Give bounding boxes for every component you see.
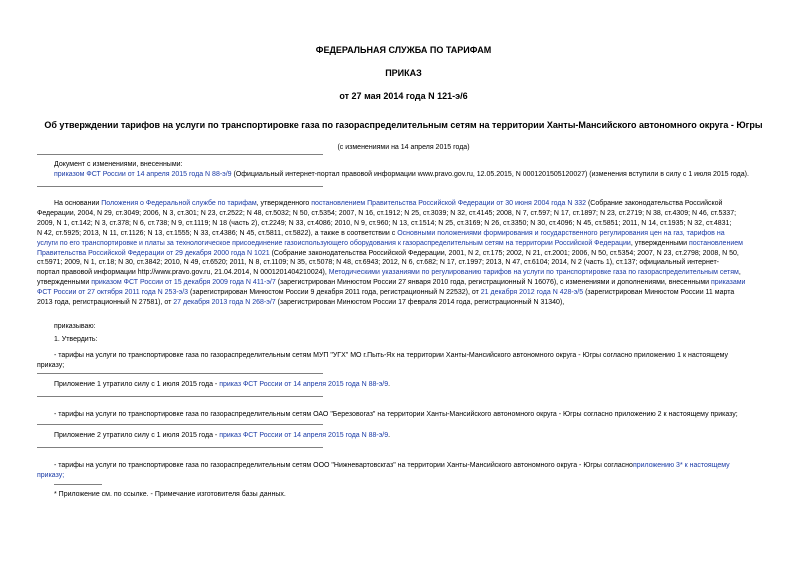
text: (зарегистрирован Минюстом России 27 января 2010 года, регистрационный N 16076), с изменениями и дополнениями, внесенными [275,279,712,287]
divider [37,424,323,425]
document-date: от 27 мая 2014 года N 121-э/6 [339,91,468,101]
text: утвержденными [37,279,92,287]
resolution-link[interactable]: постановлением Правительства Российской Федерации от 30 июня 2004 года N 332 [311,200,586,207]
text: На основании [54,200,102,207]
basic-provisions-link-cont[interactable]: услуги по его транспортировке и платы за технологическое присоединение газоиспользующего оборудования к газораспределительным сетям на территории Российской Федерации [37,239,631,247]
text: , [738,269,741,277]
basis-line [37,249,797,259]
text: (зарегистрирован Минюстом России 11 марта [583,289,735,297]
orders-link[interactable]: приказами [711,279,746,287]
divider [37,447,323,448]
changes-text: (Официальный интернет-портал правовой информации www.pravo.gov.ru, 12.05.2015, N 0001201505120027) (изменения вступили в силу с 1 июля 2015 года). [231,171,749,178]
methodical-guidelines-link[interactable]: Методическими указаниями по регулированию тарифов на услуги по транспортировке газа по газораспределительным сетям [328,269,739,277]
basis-line [37,288,797,298]
tariff-item-1 [37,351,797,371]
appendix-3-link-cont[interactable]: приказу; [37,471,65,479]
text: Приложение 1 утратило силу с 1 июля 2015 года - [54,381,220,388]
basis-line [37,199,797,209]
basis-line [37,268,797,278]
text: , утвержденного [256,200,312,207]
basis-paragraph [37,199,797,308]
regulation-link[interactable]: Положения о Федеральной службе по тарифам [101,200,257,207]
order-268-link[interactable]: 27 декабря 2013 года N 268-э/7 [173,299,276,307]
divider [37,154,323,155]
tariff-item-3-line-end [37,471,797,481]
tariff-item-3-line [37,461,797,471]
text: (зарегистрирован Минюстом России 9 декабря 2011 года, регистрационный N 22532), от [188,289,481,297]
text: портал правовой информации http://www.pravo.gov.ru, 21.04.2014, N 0001201404210024), [37,269,329,277]
tariff-item-2: - тарифы на услуги по транспортировке газа по газораспределительным сетям ОАО "Березовогаз" на территории Ханты-Мансийского автономного округа - Югры согласно приложению 2 к настоящему приказу; [54,411,738,418]
text: - тарифы на услуги по транспортировке газа по газораспределительным сетям ООО "Нижневартовскгаз" на территории Ханты-Мансийского автономного округа - Югры согласно [54,462,633,469]
text: (Собрание законодательства Российской Федерации, 2001, N 2, ст.175; 2002, N 21, ст.2001; 2006, N 50, ст.5354; 2007, N 23, ст.2798; 2008, N 50, [269,249,739,257]
divider [37,396,323,397]
changes-line [54,170,749,180]
tariff-item-3 [37,461,797,481]
footnote: * Приложение см. по ссылке. - Примечание изготовителя базы данных. [54,491,286,498]
tariff-item-1-text-end: приказу; [37,361,65,369]
document-type: ПРИКАЗ [385,68,422,78]
basis-line: ст.5971; 2009, N 1, ст.18; N 30, ст.3842; 2010, N 49, ст.6520; 2011, N 8, ст.1109; N 35, ст.5078; N 48, ст.6943; 2012, N 6, ст.682; N 17, ст.1997; 2013, N 47, ст.6104; 2014, N 2 (часть 1), ст.137; официальный интернет- [37,259,720,267]
text: . [388,381,391,388]
order-253-link[interactable]: ФСТ России от 27 октября 2011 года N 253-э/3 [37,289,189,297]
resolution-1021-link[interactable]: постановлением [688,239,743,247]
amended-note: (с изменениями на 14 апреля 2015 года) [337,144,470,151]
appendix-1-note [54,380,390,390]
order-411-link[interactable]: приказом ФСТ России от 15 декабря 2009 года N 411-э/7 [91,279,276,287]
text: , утвержденными [630,239,689,247]
divider [37,373,323,374]
text: 2013 года, регистрационный N 27581), от [37,299,174,307]
basis-line: 2009, N 1, ст.142; N 3, ст.378; N 6, ст.738; N 9, ст.1119; N 18 (часть 2), ст.2249; N 33, ст.4086; 2010, N 9, ст.960; N 13, ст.1514; N 25, ст.3169; N 26, ст.3350; N 30, ст.4096; N 45, ст.5851; 2011, N 14, ст.1935; N 32, ст.4831; [37,219,732,227]
basic-provisions-link[interactable]: Основными положениями формирования и государственного регулирования цен на газ, тарифов на [397,229,725,237]
changes-label: Документ с изменениями, внесенными: [54,161,183,168]
text: (зарегистрирован Минюстом России 17 февраля 2014 года, регистрационный N 31340), [275,299,565,307]
document-title: Об утверждении тарифов на услуги по транспортировке газа по газораспределительным сетям на территории Ханты-Мансийского автономного округа - Югры [44,120,763,130]
footnote-divider [54,484,102,485]
order-88-link[interactable]: приказ ФСТ России от 14 апреля 2015 года N 88-э/9 [219,381,389,388]
agency-name: ФЕДЕРАЛЬНАЯ СЛУЖБА ПО ТАРИФАМ [315,45,492,55]
text: . [388,432,391,439]
resolution-1021-link-cont[interactable]: Правительства Российской Федерации от 29 декабря 2000 года N 1021 [37,249,270,257]
order-88-link[interactable]: приказ ФСТ России от 14 апреля 2015 года N 88-э/9 [219,432,389,439]
divider [37,186,323,187]
basis-line [37,239,797,249]
basis-line [37,229,797,239]
basis-line [37,278,797,288]
text: N 42, ст.5925; 2013, N 11, ст.1126; N 13, ст.1555; N 33, ст.4386; N 45, ст.5811, ст.5822), а также в соответствии с [37,229,398,237]
appendix-2-note [54,431,390,441]
appendix-3-link[interactable]: приложению 3* к настоящему [632,462,730,469]
order-428-link[interactable]: 21 декабря 2012 года N 428-э/5 [480,289,584,297]
approve-clause: 1. Утвердить: [54,336,98,343]
text: (Собрание законодательства Российской [586,200,723,207]
tariff-item-1-text: - тарифы на услуги по транспортировке газа по газораспределительным сетям МУП "УГХ" МО г.Пыть-Ях на территории Ханты-Мансийского автономного округа - Югры согласно приложению 1 к настоящему [54,352,729,359]
order-word: приказываю: [54,323,96,330]
basis-line: Федерации, 2004, N 29, ст.3049; 2006, N 3, ст.301; N 23, ст.2522; N 48, ст.5032; N 50, ст.5354; 2007, N 16, ст.1912; N 25, ст.3039; N 32, ст.4145; 2008, N 7, ст.597; N 17, ст.1897; N 23, ст.2719; N 38, ст.4309; N 46, ст.5337; [37,209,737,217]
text: Приложение 2 утратило силу с 1 июля 2015 года - [54,432,220,439]
changes-link[interactable]: приказом ФСТ России от 14 апреля 2015 года N 88-э/9 [54,171,232,178]
basis-line [37,298,797,308]
